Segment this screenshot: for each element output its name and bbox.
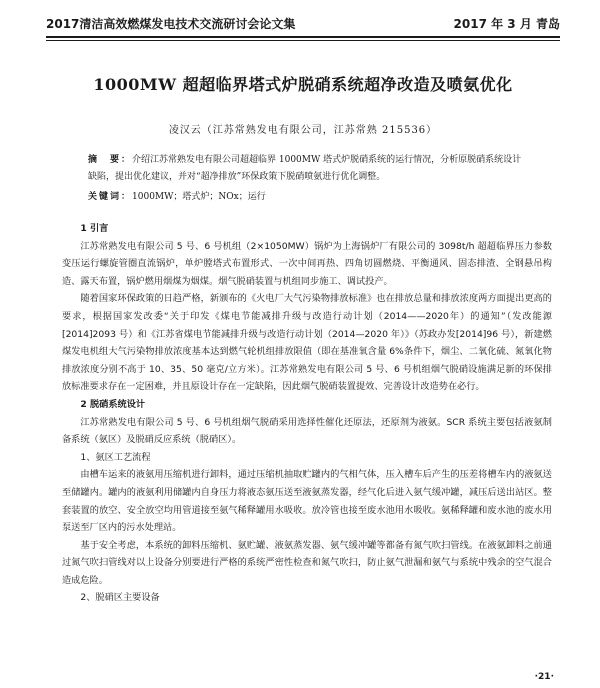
header-rule-thin — [46, 40, 560, 41]
keywords-text: 1000MW；塔式炉；NOx；运行 — [132, 192, 266, 202]
paragraph: 江苏常熟发电有限公司 5 号、6 号机组（2×1050MW）锅炉为上海锅炉厂有限公司的 3098t/h 超超临界压力参数变压运行螺旋管圈直流锅炉，单炉膛塔式布置形式、一次中间再热、四角切圆燃烧、平衡通风、固态排渣、全钢悬吊构造、露天布置，锅炉燃用烟煤为烟煤。烟气脱硝装置与机组同步施工、调试投产。 — [62, 240, 552, 287]
section-heading-design: 2 脱硝系统设计 — [80, 398, 146, 410]
paper-title: 1000MW 超超临界塔式炉脱硝系统超净改造及喷氨优化 — [93, 75, 513, 94]
abstract-text: 介绍江苏常熟发电有限公司超超临界 1000MW 塔式炉脱硝系统的运行情况，分析原脱硝系统设计缺陷，提出优化建议，并对“超净排放”环保政策下脱硝喷氨进行优化调整。 — [88, 155, 522, 182]
page-number: ·21· — [534, 672, 554, 682]
subsection-heading-ammonia-area: 1、氨区工艺流程 — [80, 451, 151, 463]
keywords — [88, 189, 530, 206]
header-rule-thick — [46, 36, 560, 38]
conference-date-location: 2017 年 3 月 青岛 — [453, 17, 560, 31]
paragraph: 江苏常熟发电有限公司 5 号、6 号机组烟气脱硝采用选择性催化还原法，还原剂为液氨。SCR 系统主要包括液氨制备系统（氨区）及脱硝反应系统（脱硝区）。 — [62, 416, 552, 446]
running-header — [46, 14, 560, 34]
paragraph: 基于安全考虑，本系统的卸料压缩机、氨贮罐、液氨蒸发器、氨气缓冲罐等都备有氮气吹扫管线。在液氨卸料之前通过氮气吹扫管线对以上设备分别要进行严格的系统严密性检查和氮气吹扫，防止氨气泄漏和氨气与系统中残余的空气混合造成危险。 — [62, 539, 552, 586]
keywords-label: 关键词： — [88, 192, 133, 202]
author-affiliation: 凌汉云（江苏常熟发电有限公司，江苏常熟 215536） — [168, 125, 438, 136]
abstract-label: 摘 要： — [88, 155, 133, 165]
paragraph: 随着国家环保政策的日趋严格，新颁布的《火电厂大气污染物排放标准》也在排放总量和排放浓度两方面提出更高的要求，根据国家发改委“关于印发《煤电节能减排升级与改造行动计划（2014——2020年）的通知”（发改能源[2014]2093 号）和《江苏省煤电节能减排升级与改造行动计划（2014—2020 年）》（苏政办发[2014]96 号），新建燃煤发电机组大气污染物排放浓度基本达到燃气轮机组排放限值（即在基准氧含量 6%条件下，烟尘、二氧化硫、氮氧化物排放浓度分别不高于 10、35、50 毫克/立方米）。江苏常熟发电有限公司 5 号、6 号机组烟气脱硝设施满足新的环保排放标准要求存在一定困难，并且原设计存在一定缺陷，因此烟气脱硝装置提效、完善设计改造势在必行。 — [62, 293, 552, 393]
abstract — [88, 152, 530, 186]
body-text — [62, 220, 552, 607]
subsection-heading-denitration-equipment: 2、脱硝区主要设备 — [80, 592, 160, 604]
paragraph: 由槽车运来的液氨用压缩机进行卸料，通过压缩机抽取贮罐内的气相气体，压入槽车后产生的压差将槽车内的液氨送至储罐内。罐内的液氨利用储罐内自身压力将液态氨压送至液氨蒸发器，经气化后进入氨气缓冲罐，减压后送出站区。整套装置的放空、安全放空均用管道接至氨气稀释罐用水吸收。放冷管也接至废水池用水吸收。氨稀释罐和废水池的废水用泵送至厂区内的污水处理站。 — [62, 469, 552, 534]
proceedings-title: 2017清洁高效燃煤发电技术交流研讨会论文集 — [46, 17, 296, 31]
section-heading-intro: 1 引言 — [80, 223, 109, 234]
